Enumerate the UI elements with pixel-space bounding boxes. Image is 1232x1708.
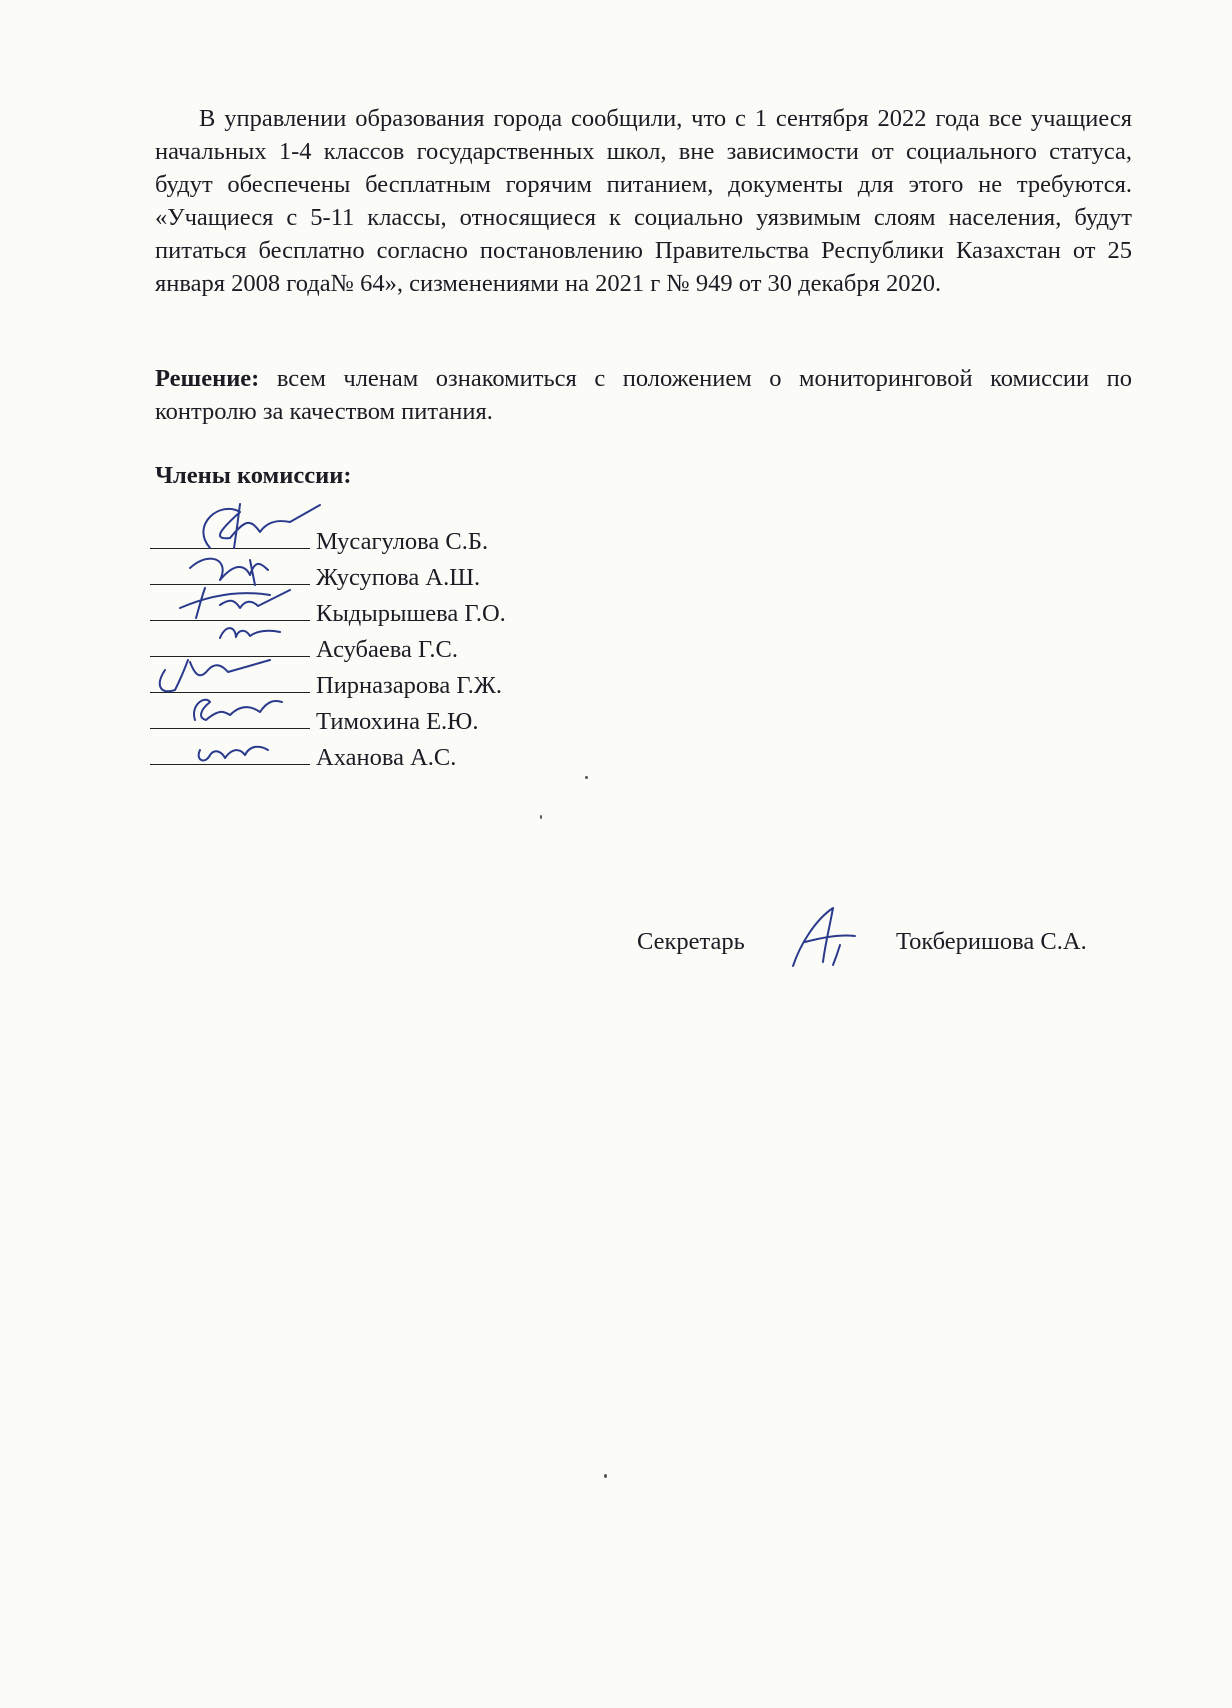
secretary-name: Токберишова С.А. <box>896 928 1087 955</box>
member-name: Асубаева Г.С. <box>316 636 459 663</box>
member-signatures <box>150 490 330 780</box>
member-name: Пирназарова Г.Ж. <box>316 672 502 699</box>
member-name: Кыдырышева Г.О. <box>316 600 506 627</box>
scan-speck <box>585 776 588 779</box>
members-title: Члены комиссии: <box>155 462 352 489</box>
member-name: Мусагулова С.Б. <box>316 528 489 555</box>
paragraph-decision <box>155 362 1132 428</box>
secretary-label: Секретарь <box>637 928 745 955</box>
secretary-signature <box>785 900 865 970</box>
member-name: Жусупова А.Ш. <box>316 564 481 591</box>
member-name: Аханова А.С. <box>316 744 457 771</box>
scan-speck <box>540 815 542 819</box>
member-name: Тимохина Е.Ю. <box>316 708 479 735</box>
decision-text: всем членам ознакомиться с положением о мониторинговой комиссии по контролю за качеством питания. <box>155 365 1132 425</box>
scan-speck <box>604 1474 607 1478</box>
paragraph-info: В управлении образования города сообщили, что с 1 сентября 2022 года все учащиеся начальных 1-4 классов государственных школ, вне зависимости от социального статуса, будут обеспечены бесплатным горячим питанием, документы для этого не требуются. «Учащиеся с 5-11 классы, относящиеся к социально уязвимым слоям населения, будут питаться бесплатно согласно постановлению Правительства Республики Казахстан от 25 января 2008 года№ 64», сизменениями на 2021 г № 949 от 30 декабря 2020. <box>155 105 1132 297</box>
decision-label: Решение: <box>155 365 260 392</box>
